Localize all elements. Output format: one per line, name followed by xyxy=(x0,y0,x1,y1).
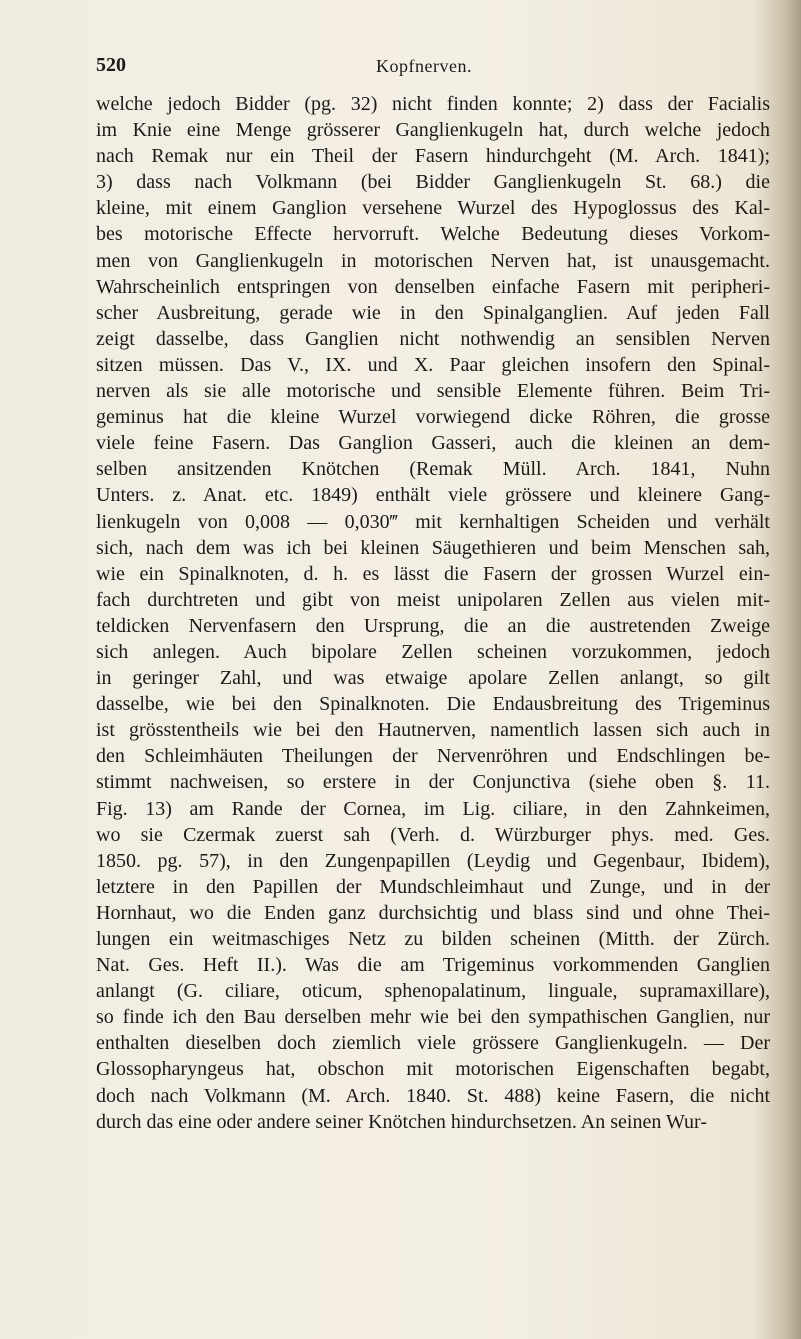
text-line: teldicken Nervenfasern den Ursprung, die an die austretenden Zweige xyxy=(96,614,770,637)
text-line: stimmt nachweisen, so erstere in der Conjunctiva (siehe oben §. 11. xyxy=(96,771,770,794)
text-line: welche jedoch Bidder (pg. 32) nicht finden konnte; 2) dass der Facialis xyxy=(96,93,770,115)
text-line: Nat. Ges. Heft II.). Was die am Trigeminus vorkommenden Ganglien xyxy=(96,954,770,977)
text-line: scher Ausbreitung, gerade wie in den Spinalganglien. Auf jeden Fall xyxy=(96,301,770,324)
text-line: sitzen müssen. Das V., IX. und X. Paar gleichen insofern den Spinal- xyxy=(96,353,770,376)
text-line: ist grösstentheils wie bei den Hautnerven, namentlich lassen sich auch in xyxy=(96,719,770,742)
text-line: sich anlegen. Auch bipolare Zellen scheinen vorzukommen, jedoch xyxy=(96,640,770,663)
text-line: kleine, mit einem Ganglion versehene Wurzel des Hypoglossus des Kal- xyxy=(96,197,770,220)
text-line: geminus hat die kleine Wurzel vorwiegend dicke Röhren, die grosse xyxy=(96,406,770,429)
text-line: letztere in den Papillen der Mundschleimhaut und Zunge, und in der xyxy=(96,875,770,898)
text-line: nerven als sie alle motorische und sensible Elemente führen. Beim Tri- xyxy=(96,380,770,403)
text-line: selben ansitzenden Knötchen (Remak Müll. Arch. 1841, Nuhn xyxy=(96,458,770,481)
text-line: lienkugeln von 0,008 — 0,030‴ mit kernhaltigen Scheiden und verhält xyxy=(96,510,770,533)
text-line: viele feine Fasern. Das Ganglion Gasseri, auch die kleinen an dem- xyxy=(96,432,770,455)
body-text xyxy=(96,91,770,1135)
text-line: men von Ganglienkugeln in motorischen Nerven hat, ist unausgemacht. xyxy=(96,249,770,272)
text-line: dasselbe, wie bei den Spinalknoten. Die Endausbreitung des Trigeminus xyxy=(96,693,770,716)
text-line: wie ein Spinalknoten, d. h. es lässt die Fasern der grossen Wurzel ein- xyxy=(96,562,770,585)
text-line: den Schleimhäuten Theilungen der Nervenröhren und Endschlingen be- xyxy=(96,745,770,768)
text-line: im Knie eine Menge grösserer Ganglienkugeln hat, durch welche jedoch xyxy=(96,119,770,142)
text-line: enthalten dieselben doch ziemlich viele grössere Ganglienkugeln. — Der xyxy=(96,1032,770,1055)
text-line: fach durchtreten und gibt von meist unipolaren Zellen aus vielen mit- xyxy=(96,588,770,611)
text-line: durch das eine oder andere seiner Knötchen hindurchsetzen. An seinen Wur- xyxy=(96,1110,707,1133)
text-line: anlangt (G. ciliare, oticum, sphenopalatinum, linguale, supramaxillare), xyxy=(96,980,770,1003)
text-line: bes motorische Effecte hervorruft. Welche Bedeutung dieses Vorkom- xyxy=(96,223,770,246)
text-line: wo sie Czermak zuerst sah (Verh. d. Würzburger phys. med. Ges. xyxy=(96,823,770,846)
text-line: in geringer Zahl, und was etwaige apolare Zellen anlangt, so gilt xyxy=(96,667,770,690)
text-line: nach Remak nur ein Theil der Fasern hindurchgeht (M. Arch. 1841); xyxy=(96,145,770,168)
text-line: 3) dass nach Volkmann (bei Bidder Ganglienkugeln St. 68.) die xyxy=(96,171,770,194)
page-header xyxy=(0,54,801,82)
text-line: lungen ein weitmaschiges Netz zu bilden scheinen (Mitth. der Zürch. xyxy=(96,928,770,950)
text-line: sich, nach dem was ich bei kleinen Säugethieren und beim Menschen sah, xyxy=(96,536,770,559)
page-number: 520 xyxy=(96,54,126,76)
text-line: Fig. 13) am Rande der Cornea, im Lig. ciliare, in den Zahnkeimen, xyxy=(96,797,770,820)
text-line: Unters. z. Anat. etc. 1849) enthält viele grössere und kleinere Gang- xyxy=(96,484,770,507)
running-head: Kopfnerven. xyxy=(376,56,472,76)
text-line: Hornhaut, wo die Enden ganz durchsichtig und blass sind und ohne Thei- xyxy=(96,901,770,924)
text-line: Glossopharyngeus hat, obschon mit motorischen Eigenschaften begabt, xyxy=(96,1058,770,1081)
text-line: Wahrscheinlich entspringen von denselben einfache Fasern mit peripheri- xyxy=(96,275,770,298)
text-line: so finde ich den Bau derselben mehr wie bei den sympathischen Ganglien, nur xyxy=(96,1006,770,1029)
text-line: doch nach Volkmann (M. Arch. 1840. St. 488) keine Fasern, die nicht xyxy=(96,1084,770,1107)
text-line: 1850. pg. 57), in den Zungenpapillen (Leydig und Gegenbaur, Ibidem), xyxy=(96,849,770,872)
text-line: zeigt dasselbe, dass Ganglien nicht nothwendig an sensiblen Nerven xyxy=(96,327,770,350)
